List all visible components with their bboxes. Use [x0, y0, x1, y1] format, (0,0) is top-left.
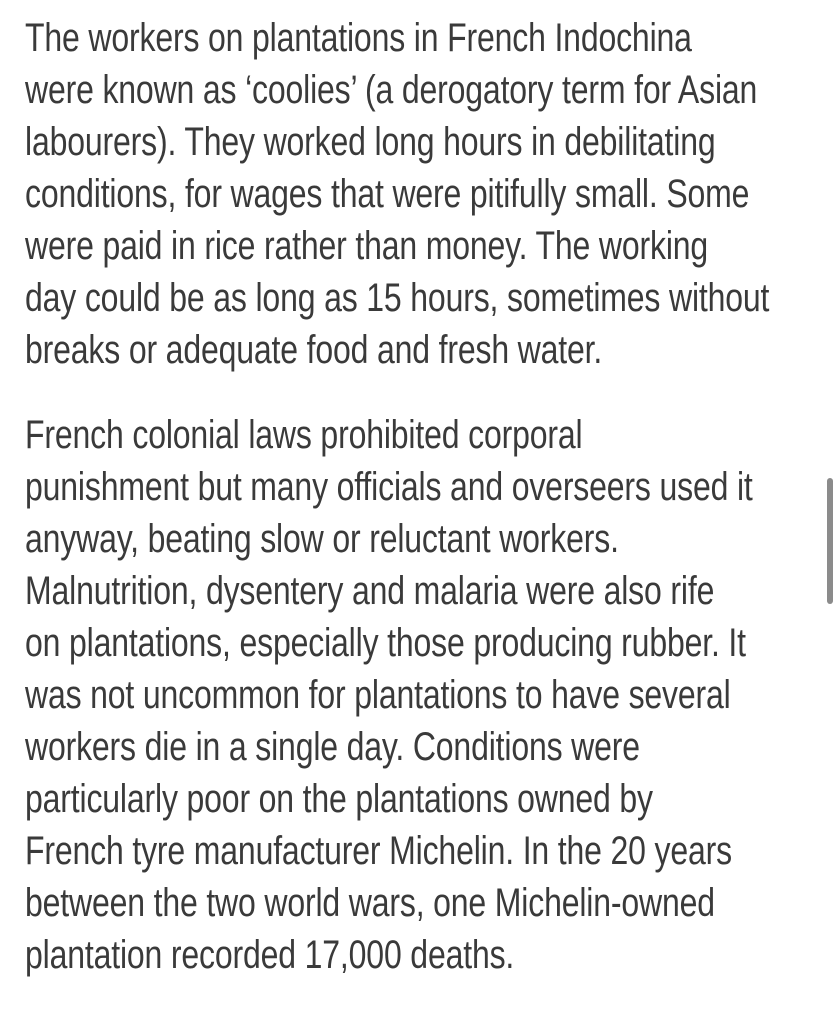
text-line: conditions, for wages that were pitifully small. Some	[25, 172, 750, 216]
paragraph-working-conditions	[25, 12, 838, 376]
text-line: breaks or adequate food and fresh water.	[25, 328, 603, 372]
text-line: on plantations, especially those producing rubber. It	[25, 621, 746, 665]
text-line: plantation recorded 17,000 deaths.	[25, 933, 515, 977]
text-line: particularly poor on the plantations owned by	[25, 777, 653, 821]
text-line: workers die in a single day. Conditions were	[25, 725, 640, 769]
text-line: French colonial laws prohibited corporal	[25, 413, 583, 457]
text-line: punishment but many officials and overseers used it	[25, 465, 753, 509]
text-line: French tyre manufacturer Michelin. In the 20 years	[25, 829, 732, 873]
text-line: Malnutrition, dysentery and malaria were also rife	[25, 569, 715, 613]
text-line: were known as ‘coolies’ (a derogatory term for Asian	[25, 68, 758, 112]
text-line: The workers on plantations in French Indochina	[25, 16, 692, 60]
text-line: between the two world wars, one Michelin-owned	[25, 881, 715, 925]
paragraph-punishment-disease	[25, 409, 838, 981]
text-line: labourers). They worked long hours in debilitating	[25, 120, 716, 164]
text-line: were paid in rice rather than money. The working	[25, 224, 709, 268]
text-line: day could be as long as 15 hours, sometimes without	[25, 276, 770, 320]
text-line: was not uncommon for plantations to have several	[25, 673, 731, 717]
text-line: anyway, beating slow or reluctant workers.	[25, 517, 619, 561]
scrollbar-thumb[interactable]	[827, 478, 833, 604]
article-text	[25, 12, 838, 981]
